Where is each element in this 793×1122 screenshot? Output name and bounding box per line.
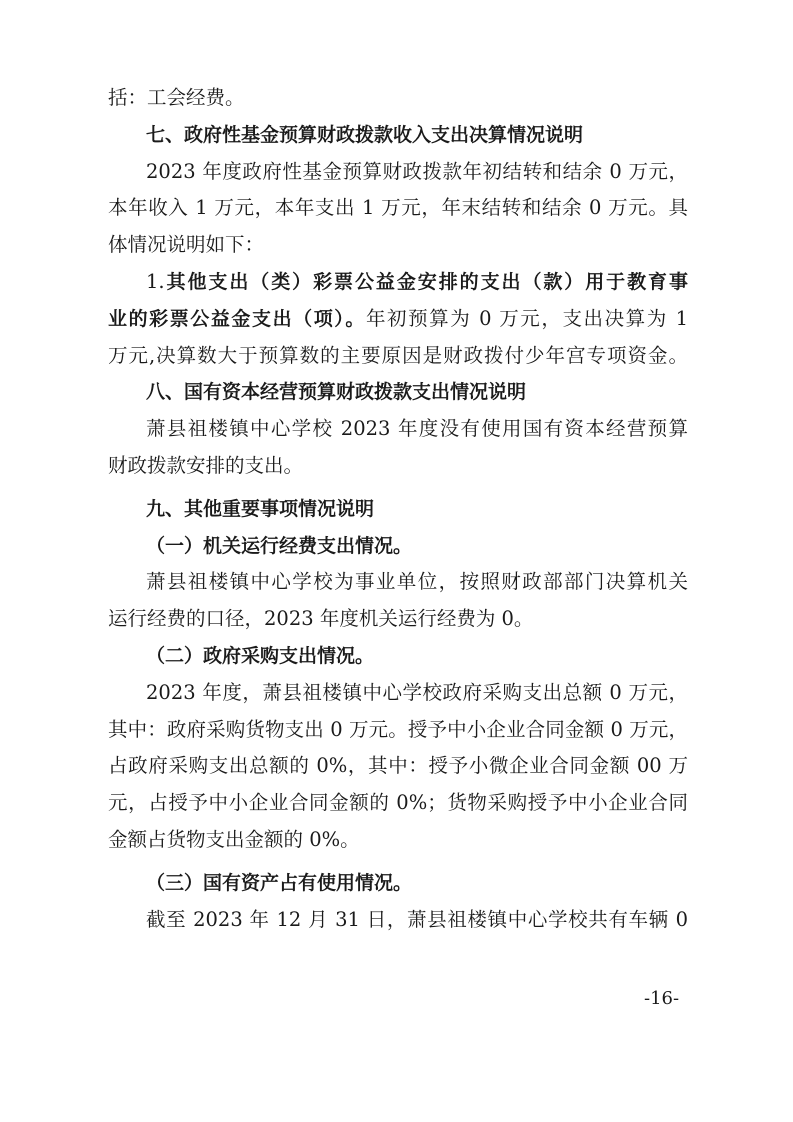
paragraph-line: 本年收入 1 万元，本年支出 1 万元，年末结转和结余 0 万元。具: [108, 196, 688, 220]
section-heading-7: 七、政府性基金预算财政拨款收入支出决算情况说明: [146, 123, 584, 146]
subsection-heading-1: （一）机关运行经费支出情况。: [146, 534, 413, 557]
paragraph-line: 运行经费的口径，2023 年度机关运行经费为 0。: [108, 607, 534, 631]
paragraph-line: 体情况说明如下：: [108, 233, 265, 257]
paragraph-line: 元，占授予中小企业合同金额的 0%；货物采购授予中小企业合同: [108, 791, 688, 815]
paragraph-line: 金额占货物支出金额的 0%。: [108, 827, 360, 851]
item-text: 年初预算为 0 万元，支出决算为 1: [365, 306, 688, 330]
document-body: [108, 80, 688, 938]
subsection-heading-2: （二）政府采购支出情况。: [146, 644, 375, 667]
paragraph-line: 截至 2023 年 12 月 31 日，萧县祖楼镇中心学校共有车辆 0: [146, 907, 688, 931]
paragraph-line: 萧县祖楼镇中心学校为事业单位，按照财政部部门决算机关: [146, 570, 688, 594]
item-heading-line: [108, 264, 688, 301]
paragraph-line: 财政拨款安排的支出。: [108, 453, 304, 477]
item-heading-line: [108, 301, 688, 338]
paragraph-line: 2023 年度政府性基金预算财政拨款年初结转和结余 0 万元，: [146, 159, 688, 183]
paragraph-line: 萧县祖楼镇中心学校 2023 年度没有使用国有资本经营预算: [146, 417, 688, 441]
item-title: 其他支出（类）彩票公益金安排的支出（款）用于教育事: [164, 270, 688, 293]
section-heading-8: 八、国有资本经营预算财政拨款支出情况说明: [146, 381, 527, 404]
item-number: 1.: [146, 269, 165, 293]
paragraph-line: 2023 年度，萧县祖楼镇中心学校政府采购支出总额 0 万元，: [146, 680, 688, 704]
item-title-cont: 业的彩票公益金支出（项）。: [108, 307, 366, 330]
paragraph-line: 括：工会经费。: [108, 86, 245, 109]
paragraph-line: 万元,决算数大于预算数的主要原因是财政拨付少年宫专项资金。: [108, 343, 688, 367]
subsection-heading-3: （三）国有资产占有使用情况。: [146, 871, 413, 894]
paragraph-line: 其中：政府采购货物支出 0 万元。授予中小企业合同金额 0 万元，: [108, 717, 688, 741]
paragraph-line: 占政府采购支出总额的 0%，其中：授予小微企业合同金额 00 万: [108, 754, 688, 778]
section-heading-9: 九、其他重要事项情况说明: [146, 497, 375, 520]
page-number: -16-: [644, 988, 680, 1009]
